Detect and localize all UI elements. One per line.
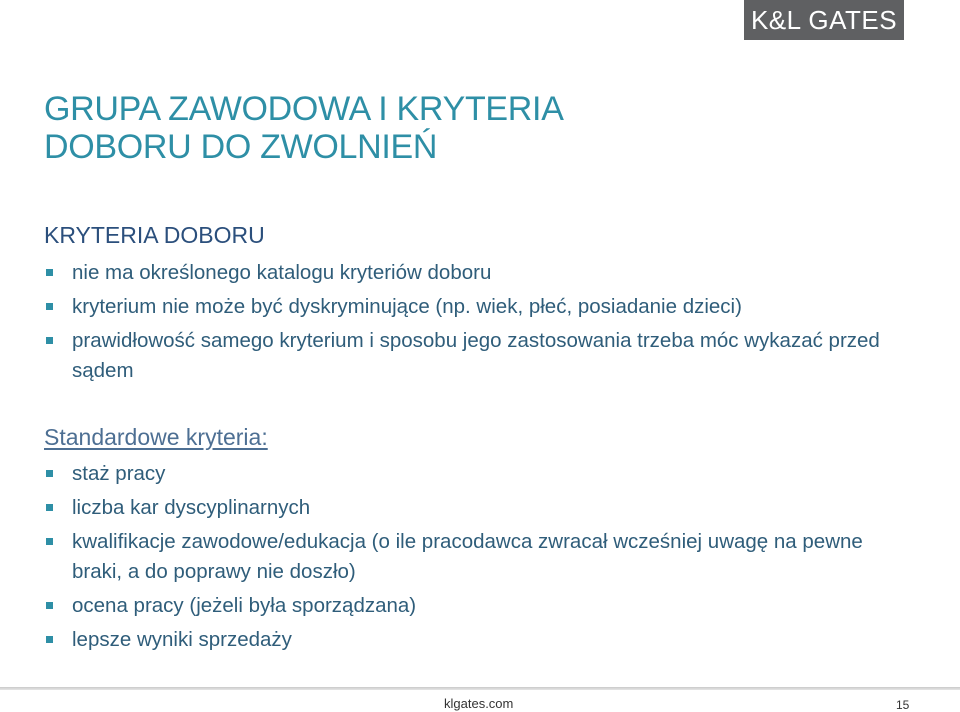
list-item-text: nie ma określonego katalogu kryteriów doboru — [72, 261, 492, 284]
section-heading-standard-criteria: Standardowe kryteria: — [44, 424, 268, 450]
slide-title-line: GRUPA ZAWODOWA I KRYTERIA — [44, 90, 564, 128]
slide-title-line: DOBORU DO ZWOLNIEŃ — [44, 128, 438, 166]
slide-title — [44, 90, 904, 166]
bullet-square-icon — [46, 636, 53, 643]
bullet-square-icon — [46, 504, 53, 511]
bullet-square-icon — [46, 303, 53, 310]
list-item-text: staż pracy — [72, 462, 166, 485]
section-heading-criteria: KRYTERIA DOBORU — [44, 222, 265, 248]
list-item-text: prawidłowość samego kryterium i sposobu jego zastosowania trzeba móc wykazać przed sądem — [72, 329, 880, 382]
bullet-square-icon — [46, 602, 53, 609]
list-item-text: lepsze wyniki sprzedaży — [72, 628, 292, 651]
list-item-text: ocena pracy (jeżeli była sporządzana) — [72, 594, 417, 617]
footer-url[interactable]: klgates.com — [444, 696, 514, 711]
list-item-text: kwalifikacje zawodowe/edukacja (o ile pracodawca zwracał wcześniej uwagę na pewne braki, a do poprawy nie doszło) — [72, 530, 863, 583]
list-item — [44, 493, 914, 523]
list-item — [44, 625, 914, 655]
list-item-text: kryterium nie może być dyskryminujące (np. wiek, płeć, posiadanie dzieci) — [72, 295, 742, 318]
list-item — [44, 326, 914, 386]
bullet-square-icon — [46, 470, 53, 477]
list-item — [44, 527, 914, 587]
list-item — [44, 591, 914, 621]
bullet-square-icon — [46, 538, 53, 545]
criteria-list — [44, 258, 914, 390]
list-item — [44, 258, 914, 288]
brand-logo-text: K&L GATES — [750, 4, 898, 35]
page-number: 15 — [896, 698, 910, 712]
list-item-text: liczba kar dyscyplinarnych — [72, 496, 311, 519]
standard-criteria-list — [44, 459, 914, 659]
footer-divider — [0, 687, 960, 690]
brand-logo — [744, 0, 904, 40]
bullet-square-icon — [46, 337, 53, 344]
bullet-square-icon — [46, 269, 53, 276]
list-item — [44, 292, 914, 322]
list-item — [44, 459, 914, 489]
